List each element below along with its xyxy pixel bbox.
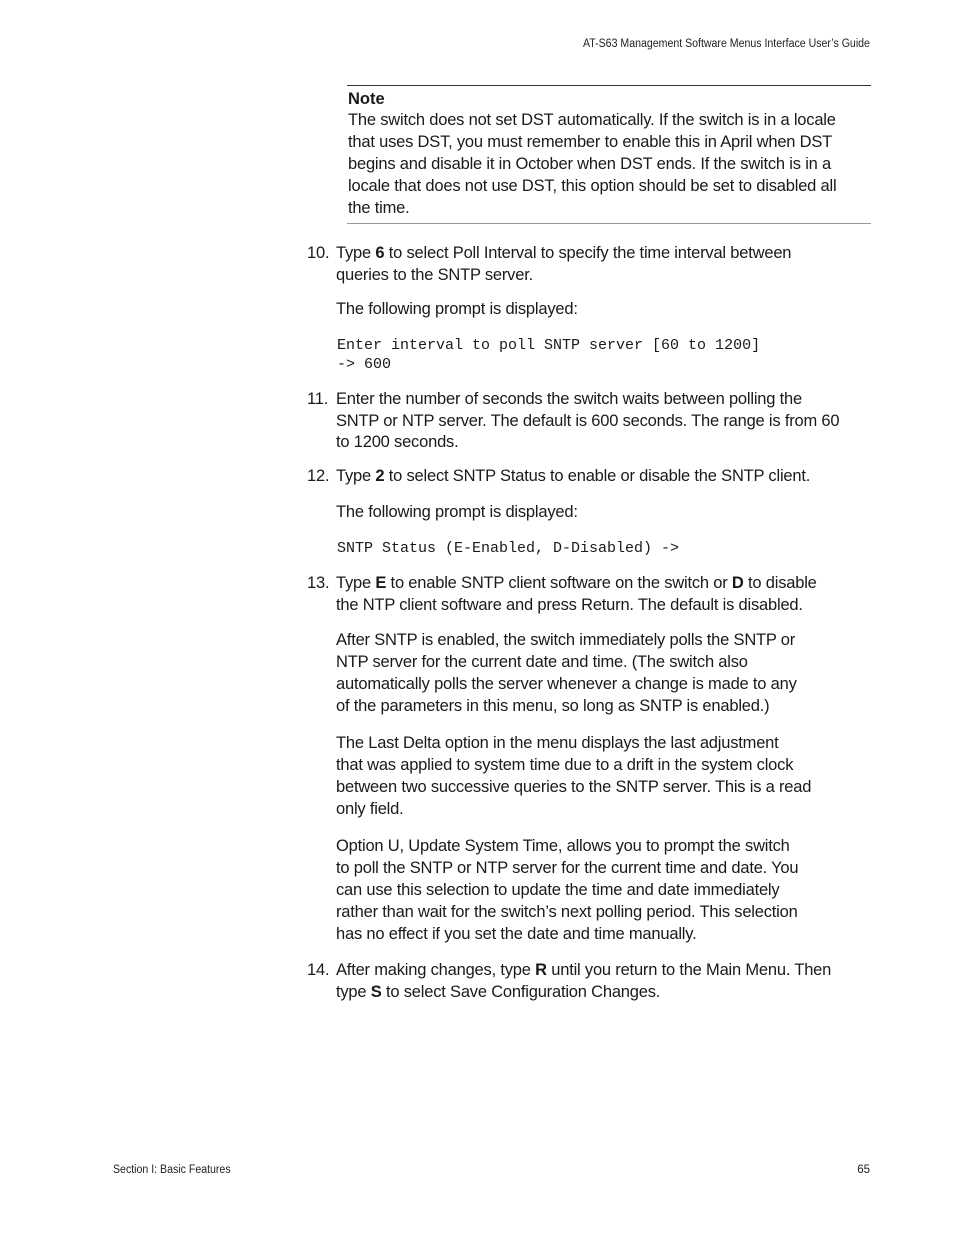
note-line: The switch does not set DST automatically. If the switch is in a locale xyxy=(348,111,836,129)
note-text xyxy=(348,109,871,219)
text-line: only field. xyxy=(336,800,404,818)
note-line: begins and disable it in October when DST ends. If the switch is in a xyxy=(348,155,831,173)
step-10 xyxy=(307,243,872,286)
text-run: Type xyxy=(336,244,376,262)
para-option-u xyxy=(336,835,872,945)
note-title: Note xyxy=(348,90,385,108)
key-2: 2 xyxy=(375,467,385,485)
step-number: 10. xyxy=(307,244,330,262)
text-run: to 1200 seconds. xyxy=(336,433,459,451)
key-r: R xyxy=(535,961,547,979)
text-run: to select SNTP Status to enable or disable the SNTP client. xyxy=(384,467,811,485)
text-line: has no effect if you set the date and time manually. xyxy=(336,925,697,943)
text-line: NTP server for the current date and time. (The switch also xyxy=(336,653,748,671)
code-line: -> 600 xyxy=(337,356,392,373)
text-run: to disable xyxy=(743,574,817,592)
text-run: to select Save Configuration Changes. xyxy=(381,982,661,1001)
key-d: D xyxy=(731,574,744,592)
text-run: to select Poll Interval to specify the time interval between xyxy=(384,244,792,262)
step-text xyxy=(336,243,872,286)
text-run: until you return to the Main Menu. Then xyxy=(546,961,832,979)
para-after-sntp xyxy=(336,629,872,717)
prompt-intro-2: The following prompt is displayed: xyxy=(336,503,578,521)
code-block-poll-interval xyxy=(337,336,760,374)
text-line: After SNTP is enabled, the switch immediately polls the SNTP or xyxy=(336,631,796,649)
text-run: Enter the number of seconds the switch waits between polling the xyxy=(336,390,802,408)
para-last-delta xyxy=(336,732,872,820)
code-line: Enter interval to poll SNTP server [60 to 1200] xyxy=(337,337,761,354)
step-14 xyxy=(307,960,872,1003)
footer-section: Section I: Basic Features xyxy=(113,1164,231,1176)
text-line: of the parameters in this menu, so long as SNTP is enabled.) xyxy=(336,697,770,715)
step-text xyxy=(336,466,872,488)
step-13 xyxy=(307,573,872,616)
text-line: The Last Delta option in the menu displays the last adjustment xyxy=(336,734,779,752)
note-line: locale that does not use DST, this option should be set to disabled all xyxy=(348,177,837,195)
code-line: SNTP Status (E-Enabled, D-Disabled) -> xyxy=(337,540,680,557)
step-11 xyxy=(307,389,872,454)
text-line: rather than wait for the switch’s next polling period. This selection xyxy=(336,903,798,921)
page-number: 65 xyxy=(857,1164,870,1176)
key-e: E xyxy=(375,574,387,592)
note-box xyxy=(347,85,871,224)
text-line: that was applied to system time due to a drift in the system clock xyxy=(336,756,794,774)
text-run: type xyxy=(336,982,371,1001)
text-line: between two successive queries to the SNTP server. This is a read xyxy=(336,778,812,796)
step-number: 12. xyxy=(307,467,330,485)
step-number: 11. xyxy=(307,390,329,408)
text-line: Option U, Update System Time, allows you to prompt the switch xyxy=(336,837,790,855)
note-line: that uses DST, you must remember to enable this in April when DST xyxy=(348,133,833,151)
step-text xyxy=(336,573,872,616)
text-run: queries to the SNTP server. xyxy=(336,265,533,284)
step-number: 13. xyxy=(307,574,330,592)
text-run: Type xyxy=(336,467,376,485)
text-line: to poll the SNTP or NTP server for the current time and date. You xyxy=(336,859,799,877)
text-run: SNTP or NTP server. The default is 600 seconds. The range is from 60 xyxy=(336,411,840,430)
step-text xyxy=(336,389,872,454)
key-6: 6 xyxy=(375,244,385,262)
text-line: can use this selection to update the time and date immediately xyxy=(336,881,780,899)
step-text xyxy=(336,960,872,1003)
text-run: the NTP client software and press Return. The default is disabled. xyxy=(336,595,803,614)
key-s: S xyxy=(370,982,382,1001)
running-header: AT-S63 Management Software Menus Interface User’s Guide xyxy=(583,38,870,50)
text-run: to enable SNTP client software on the switch or xyxy=(386,574,732,592)
text-line: automatically polls the server whenever a change is made to any xyxy=(336,675,797,693)
code-block-sntp-status xyxy=(337,539,679,558)
step-number: 14. xyxy=(307,961,330,979)
note-line: the time. xyxy=(348,199,410,217)
prompt-intro-1: The following prompt is displayed: xyxy=(336,300,578,318)
step-12 xyxy=(307,466,872,488)
text-run: After making changes, type xyxy=(336,961,536,979)
text-run: Type xyxy=(336,574,376,592)
